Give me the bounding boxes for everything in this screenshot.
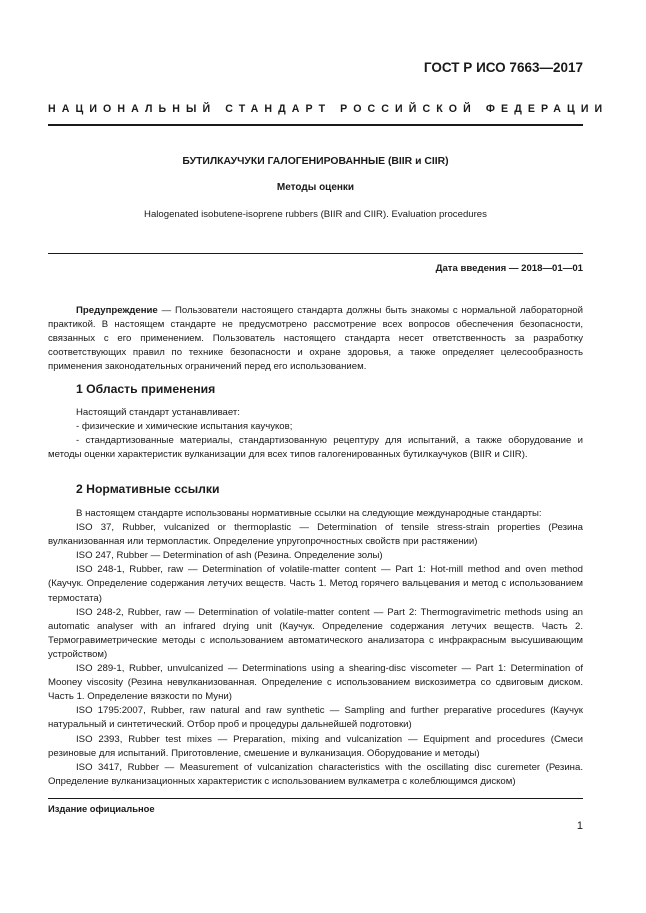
section-heading: 2 Нормативные ссылки <box>76 482 220 496</box>
warning-label: Предупреждение <box>76 305 158 316</box>
section-intro: В настоящем стандарте использованы нормативные ссылки на следующие международные стандарты: <box>76 508 542 519</box>
warning-text: — Пользователи настоящего стандарта должны быть знакомы с нормальной лабораторной практикой. В настоящем стандарте не предусмотрено рассмотрение всех вопросов обеспечения безопасности, связанных с его применением. Пользователь настоящего стандарта несет ответственность за разработку соответствующих правил по технике безопасности и охране здоровья, а также определяет целесообразность применения законодательных ограничений перед его использованием. <box>48 305 583 373</box>
section-heading: 1 Область применения <box>76 382 216 396</box>
top-divider <box>48 124 583 126</box>
document-title-ru: БУТИЛКАУЧУКИ ГАЛОГЕНИРОВАННЫЕ (BIIR и CIIR) <box>182 156 449 167</box>
reference-item: ISO 2393, Rubber test mixes — Preparation, mixing and vulcanization — Equipment and procedures (Смеси резиновые для испытаний. Приготовление, смешение и вулканизация. Оборудование и методы) <box>48 733 583 759</box>
section-intro: Настоящий стандарт устанавливает: <box>76 407 240 418</box>
list-item: - физические и химические испытания каучуков; <box>76 421 293 433</box>
reference-item: ISO 248-2, Rubber, raw — Determination of volatile-matter content — Part 2: Thermogravimetric methods using an automatic analyser with an infrared drying unit (Каучук. Определение содержания летучих веществ. Часть 2. Термогравиметрические методы с использованием автоматического анализатора с инфракрасным высушивающим устройством) <box>48 606 583 660</box>
reference-item: ISO 1795:2007, Rubber, raw natural and raw synthetic — Sampling and further preparative procedures (Каучук натуральный и синтетический. Отбор проб и процедуры дальнейшей подготовки) <box>48 705 583 731</box>
page-number: 1 <box>576 820 583 832</box>
document-title-en: Halogenated isobutene-isoprene rubbers (BIIR and CIIR). Evaluation procedures <box>144 209 487 220</box>
document-subtitle-ru: Методы оценки <box>276 182 355 193</box>
reference-item: ISO 248-1, Rubber, raw — Determination of volatile-matter content — Part 1: Hot-mill method and oven method (Каучук. Определение содержания летучих веществ. Часть 1. Метод горячего вальцевания и метод с использованием термостата) <box>48 564 583 604</box>
national-standard-banner: НАЦИОНАЛЬНЫЙ СТАНДАРТ РОССИЙСКОЙ ФЕДЕРАЦИИ <box>48 103 609 115</box>
middle-divider <box>48 253 583 254</box>
official-edition-label: Издание официальное <box>48 803 155 814</box>
warning-block <box>48 304 583 374</box>
reference-item: ISO 37, Rubber, vulcanized or thermoplastic — Determination of tensile stress-strain properties (Резина вулканизованная или термопластик. Определение упругопрочностных свойств при растяжении) <box>48 522 583 548</box>
document-code: ГОСТ Р ИСО 7663—2017 <box>423 60 583 75</box>
reference-item: ISO 247, Rubber — Determination of ash (Резина. Определение золы) <box>76 550 383 562</box>
list-item: - стандартизованные материалы, стандартизованную рецептуру для испытаний, а также оборудование и методы оценки характеристик вулканизации для всех типов галогенированных бутилкаучуков (BIIR и CIIR). <box>48 435 583 461</box>
section-normative-references <box>48 481 583 789</box>
reference-item: ISO 289-1, Rubber, unvulcanized — Determinations using a shearing-disc viscometer — Part 1: Determination of Mooney viscosity (Резина невулканизованная. Определение с использованием вискозиметра со сдвиговым диском. Часть 1. Определение вязкости по Муни) <box>48 663 583 703</box>
reference-item: ISO 3417, Rubber — Measurement of vulcanization characteristics with the oscillating disc curemeter (Резина. Определение вулканизационных характеристик с использованием вулкаметра с колеблющимся диском) <box>48 761 583 787</box>
section-scope <box>48 381 583 462</box>
footer-divider <box>48 798 583 799</box>
warning-paragraph <box>48 304 583 374</box>
introduction-date: Дата введения — 2018—01—01 <box>435 263 583 274</box>
